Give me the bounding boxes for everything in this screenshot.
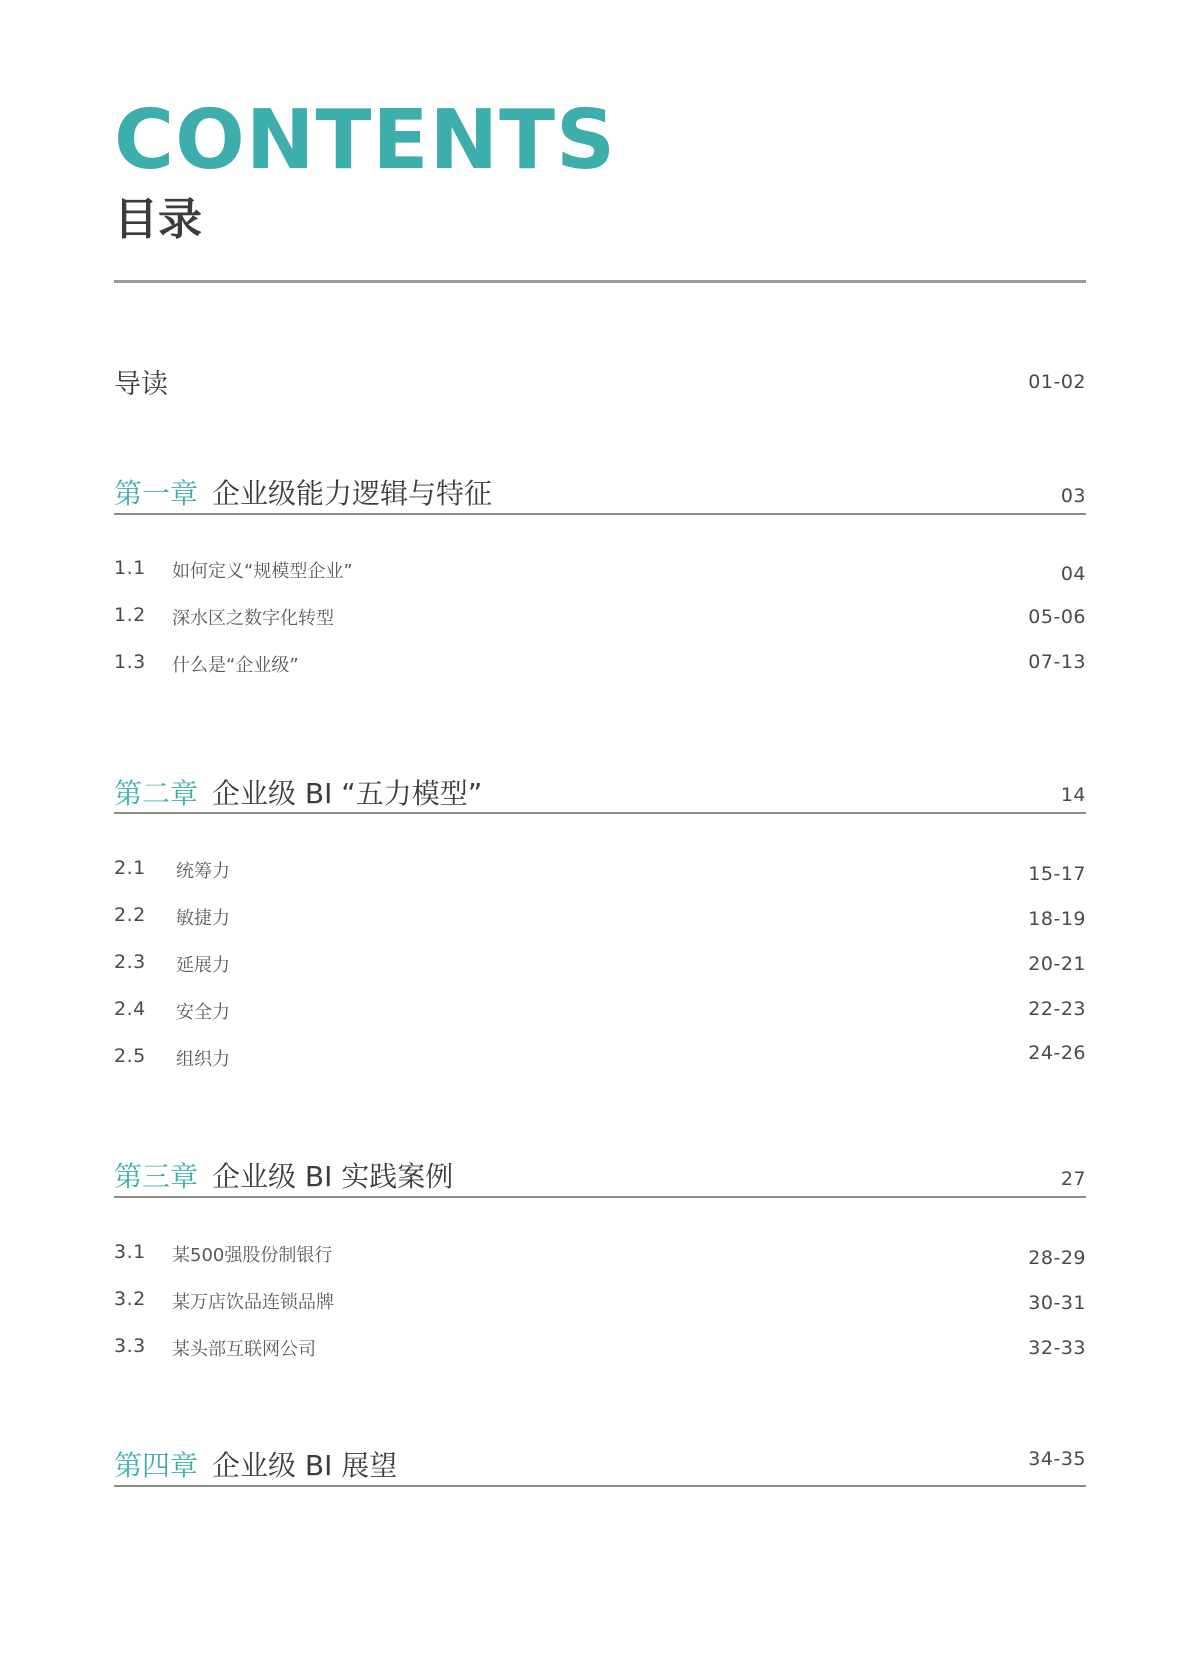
toc-chapter-4[interactable] [114, 1444, 1086, 1484]
item-number: 2.4 [114, 998, 146, 1020]
item-number: 1.3 [114, 651, 146, 673]
chapter-label: 第二章 [114, 777, 199, 810]
toc-item[interactable] [114, 998, 1086, 1028]
item-number: 3.3 [114, 1335, 146, 1357]
chapter-title: 企业级 BI “五力模型” [212, 777, 483, 810]
toc-item[interactable] [114, 857, 1086, 887]
item-title: 某万店饮品连锁品牌 [172, 1292, 334, 1313]
item-pages: 22-23 [1028, 998, 1086, 1020]
item-pages: 05-06 [1028, 606, 1086, 628]
toc-item[interactable] [114, 1042, 1086, 1075]
item-pages: 20-21 [1028, 953, 1086, 975]
chapter-divider [114, 1485, 1086, 1487]
chapter-pages: 03 [1060, 485, 1086, 507]
item-title: 某头部互联网公司 [172, 1339, 316, 1360]
item-number: 3.1 [114, 1241, 146, 1263]
chapter-divider [114, 812, 1086, 814]
item-pages: 07-13 [1028, 651, 1086, 673]
intro-title: 导读 [114, 369, 168, 400]
item-number: 2.1 [114, 857, 146, 879]
toc-item[interactable] [114, 951, 1086, 981]
chapter-pages: 27 [1060, 1168, 1086, 1190]
toc-entry-intro[interactable] [114, 362, 1086, 402]
item-number: 2.5 [114, 1045, 146, 1067]
item-title: 统筹力 [176, 861, 230, 882]
intro-pages: 01-02 [1028, 371, 1086, 393]
toc-item[interactable] [114, 1335, 1086, 1365]
item-number: 3.2 [114, 1288, 146, 1310]
chapter-title: 企业级 BI 实践案例 [212, 1160, 454, 1193]
item-title: 组织力 [176, 1049, 230, 1070]
item-title: 延展力 [176, 955, 230, 976]
item-title: 某500强股份制银行 [172, 1245, 333, 1266]
item-pages: 30-31 [1028, 1292, 1086, 1314]
chapter-label: 第四章 [114, 1449, 199, 1482]
toc-item[interactable] [114, 557, 1086, 587]
header-divider [114, 280, 1086, 283]
toc-item[interactable] [114, 604, 1086, 634]
item-number: 2.2 [114, 904, 146, 926]
item-pages: 32-33 [1028, 1337, 1086, 1359]
toc-item[interactable] [114, 1241, 1086, 1271]
toc-chapter-3[interactable] [114, 1155, 1086, 1195]
chapter-divider [114, 1196, 1086, 1198]
chapter-pages: 14 [1060, 784, 1086, 806]
contents-heading-zh: 目录 [114, 194, 202, 245]
item-title: 敏捷力 [176, 908, 230, 929]
item-title: 安全力 [176, 1002, 230, 1023]
toc-chapter-1[interactable] [114, 472, 1086, 512]
toc-item[interactable] [114, 1288, 1086, 1318]
item-title: 深水区之数字化转型 [172, 608, 334, 629]
item-title: 如何定义“规模型企业” [172, 561, 353, 582]
item-pages: 18-19 [1028, 908, 1086, 930]
item-pages: 15-17 [1028, 863, 1086, 885]
chapter-title: 企业级 BI 展望 [212, 1449, 398, 1482]
toc-chapter-2[interactable] [114, 772, 1086, 812]
toc-item[interactable] [114, 904, 1086, 934]
item-pages: 24-26 [1028, 1042, 1086, 1064]
item-pages: 28-29 [1028, 1247, 1086, 1269]
item-pages: 04 [1060, 563, 1086, 585]
item-number: 2.3 [114, 951, 146, 973]
chapter-label: 第一章 [114, 477, 199, 510]
chapter-divider [114, 513, 1086, 515]
contents-heading: CONTENTS [114, 93, 617, 188]
item-number: 1.2 [114, 604, 146, 626]
chapter-title: 企业级能力逻辑与特征 [212, 477, 493, 510]
item-title: 什么是“企业级” [172, 655, 299, 676]
toc-item[interactable] [114, 651, 1086, 681]
chapter-pages: 34-35 [1028, 1448, 1086, 1470]
item-number: 1.1 [114, 557, 146, 579]
chapter-label: 第三章 [114, 1160, 199, 1193]
